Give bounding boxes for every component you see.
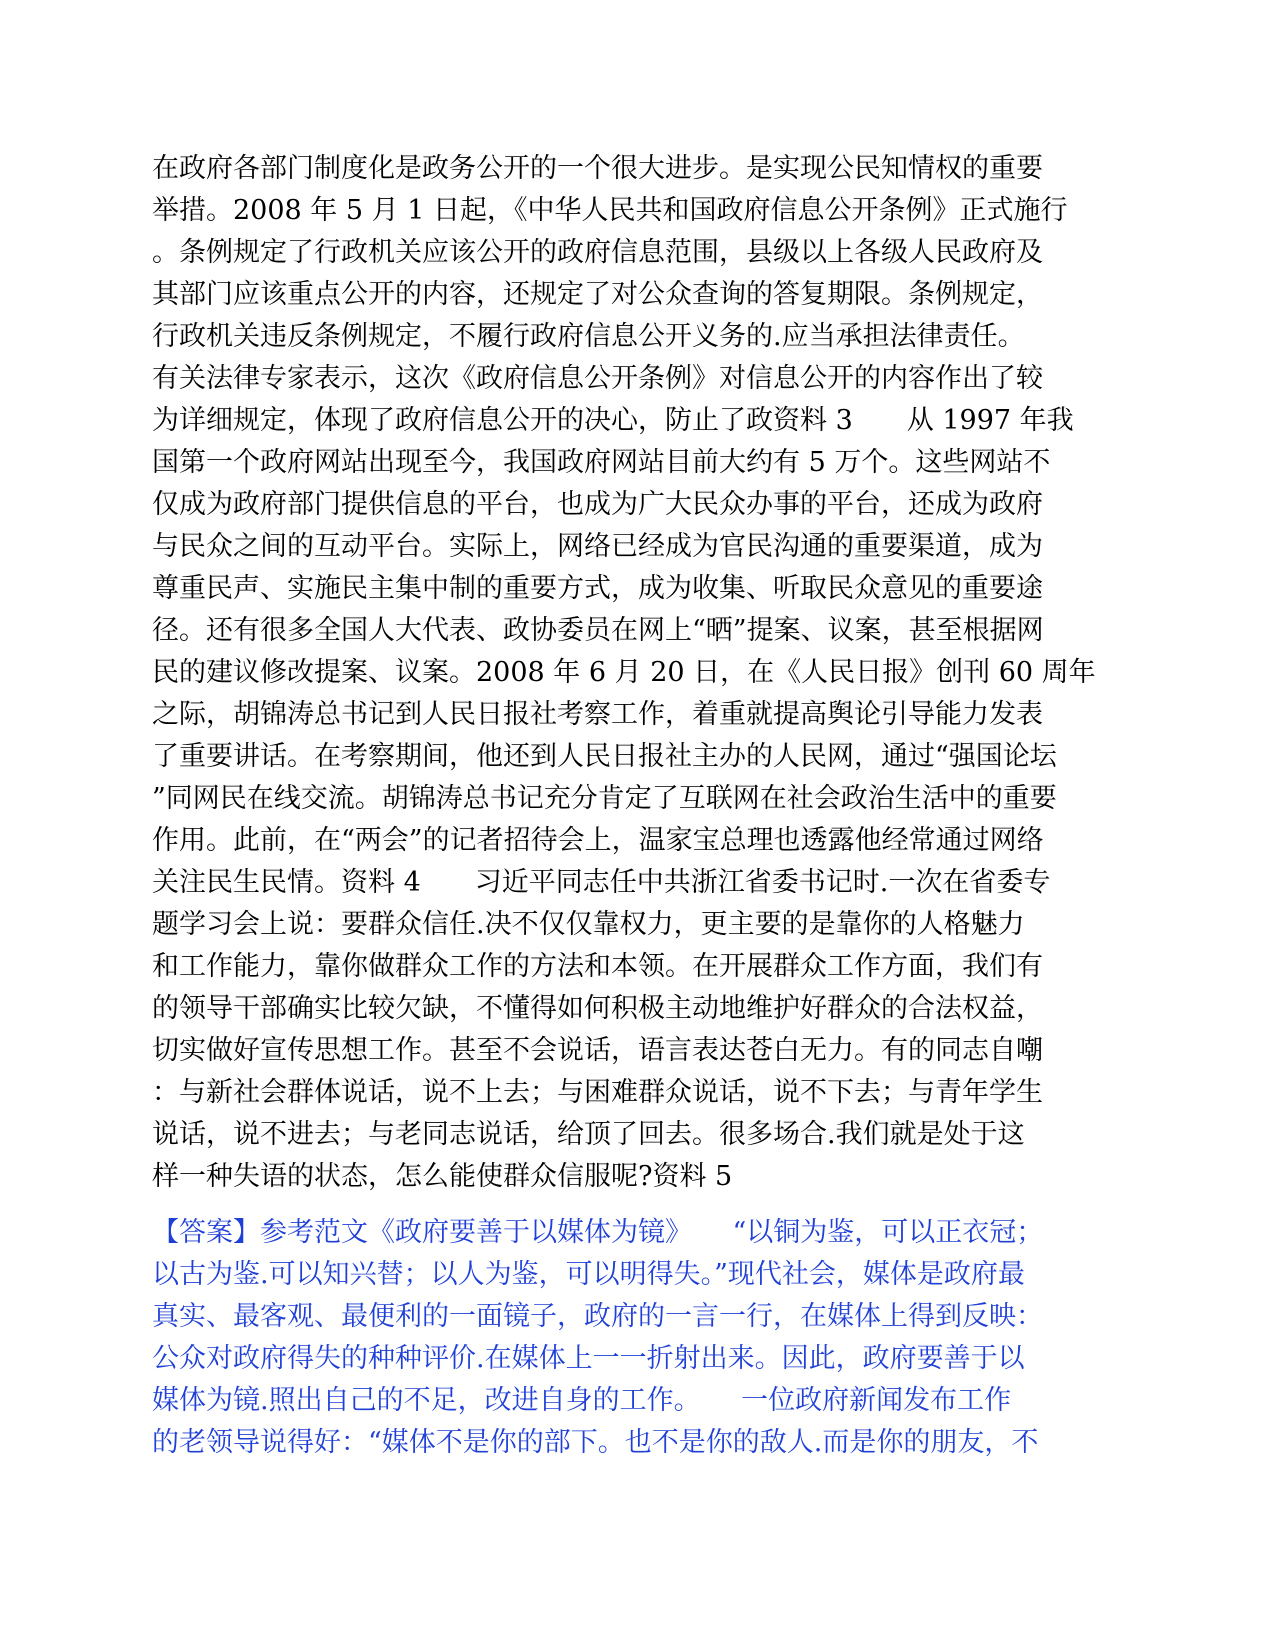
answer-text-line: 真实、最客观、最便利的一面镜子，政府的一言一行，在媒体上得到反映： [152, 1301, 1043, 1332]
answer-text-line: 公众对政府得失的种种评价.在媒体上一一折射出来。因此，政府要善于以 [152, 1343, 1025, 1374]
body-text-line: 题学习会上说：要群众信任.决不仅仅靠权力，更主要的是靠你的人格魅力 [152, 909, 1025, 940]
answer-paragraph [152, 1212, 1132, 1464]
body-text-line: 切实做好宣传思想工作。甚至不会说话，语言表达苍白无力。有的同志自嘲 [152, 1035, 1043, 1066]
body-text-line: 国第一个政府网站出现至今，我国政府网站目前大约有 5 万个。这些网站不 [152, 447, 1051, 478]
answer-text-line: 【答案】参考范文《政府要善于以媒体为镜》 “以铜为鉴，可以正衣冠； [152, 1217, 1044, 1248]
body-text-line: 。条例规定了行政机关应该公开的政府信息范围，县级以上各级人民政府及 [152, 237, 1043, 268]
body-text-line: 有关法律专家表示，这次《政府信息公开条例》对信息公开的内容作出了较 [152, 363, 1043, 394]
body-text-line: 其部门应该重点公开的内容，还规定了对公众查询的答复期限。条例规定， [152, 279, 1043, 310]
answer-text-line: 的老领导说得好：“媒体不是你的部下。也不是你的敌人.而是你的朋友，不 [152, 1427, 1039, 1458]
answer-text-line: 媒体为镜.照出自己的不足，改进自身的工作。 一位政府新闻发布工作 [152, 1385, 1012, 1416]
body-text-line: 仅成为政府部门提供信息的平台，也成为广大民众办事的平台，还成为政府 [152, 489, 1043, 520]
body-text-line: 样一种失语的状态，怎么能使群众信服呢?资料 5 [152, 1161, 733, 1192]
body-text-line: 说话，说不进去；与老同志说话，给顶了回去。很多场合.我们就是处于这 [152, 1119, 1025, 1150]
body-text-line: 尊重民声、实施民主集中制的重要方式，成为收集、听取民众意见的重要途 [152, 573, 1043, 604]
body-text-line: 与民众之间的互动平台。实际上，网络已经成为官民沟通的重要渠道，成为 [152, 531, 1043, 562]
body-text-line: 作用。此前，在“两会”的记者招待会上，温家宝总理也透露他经常通过网络 [152, 825, 1044, 856]
body-text-line: 在政府各部门制度化是政务公开的一个很大进步。是实现公民知情权的重要 [152, 153, 1043, 184]
body-text-line: 之际，胡锦涛总书记到人民日报社考察工作，着重就提高舆论引导能力发表 [152, 699, 1043, 730]
body-text-line: 径。还有很多全国人大代表、政协委员在网上“晒”提案、议案，甚至根据网 [152, 615, 1044, 646]
body-text-line: 行政机关违反条例规定，不履行政府信息公开义务的.应当承担法律责任。 [152, 321, 1025, 352]
body-text-line: 和工作能力，靠你做群众工作的方法和本领。在开展群众工作方面，我们有 [152, 951, 1043, 982]
body-text-line: 的领导干部确实比较欠缺，不懂得如何积极主动地维护好群众的合法权益， [152, 993, 1043, 1024]
body-text-line: 了重要讲话。在考察期间，他还到人民日报社主办的人民网，通过“强国论坛 [152, 741, 1057, 772]
body-text-line: ：与新社会群体说话，说不上去；与困难群众说话，说不下去；与青年学生 [152, 1077, 1043, 1108]
body-paragraph [152, 148, 1132, 1198]
body-text-line: 为详细规定，体现了政府信息公开的决心，防止了政资料 3 从 1997 年我 [152, 405, 1074, 436]
body-text-line: 关注民生民情。资料 4 习近平同志任中共浙江省委书记时.一次在省委专 [152, 867, 1051, 898]
body-text-line: 民的建议修改提案、议案。2008 年 6 月 20 日，在《人民日报》创刊 60 周年 [152, 657, 1096, 688]
answer-text-line: 以古为鉴.可以知兴替；以人为鉴，可以明得失。”现代社会，媒体是政府最 [152, 1259, 1025, 1290]
body-text-line: 举措。2008 年 5 月 1 日起，《中华人民共和国政府信息公开条例》正式施行 [152, 195, 1068, 226]
body-text-line: ”同网民在线交流。胡锦涛总书记充分肯定了互联网在社会政治生活中的重要 [152, 783, 1057, 814]
